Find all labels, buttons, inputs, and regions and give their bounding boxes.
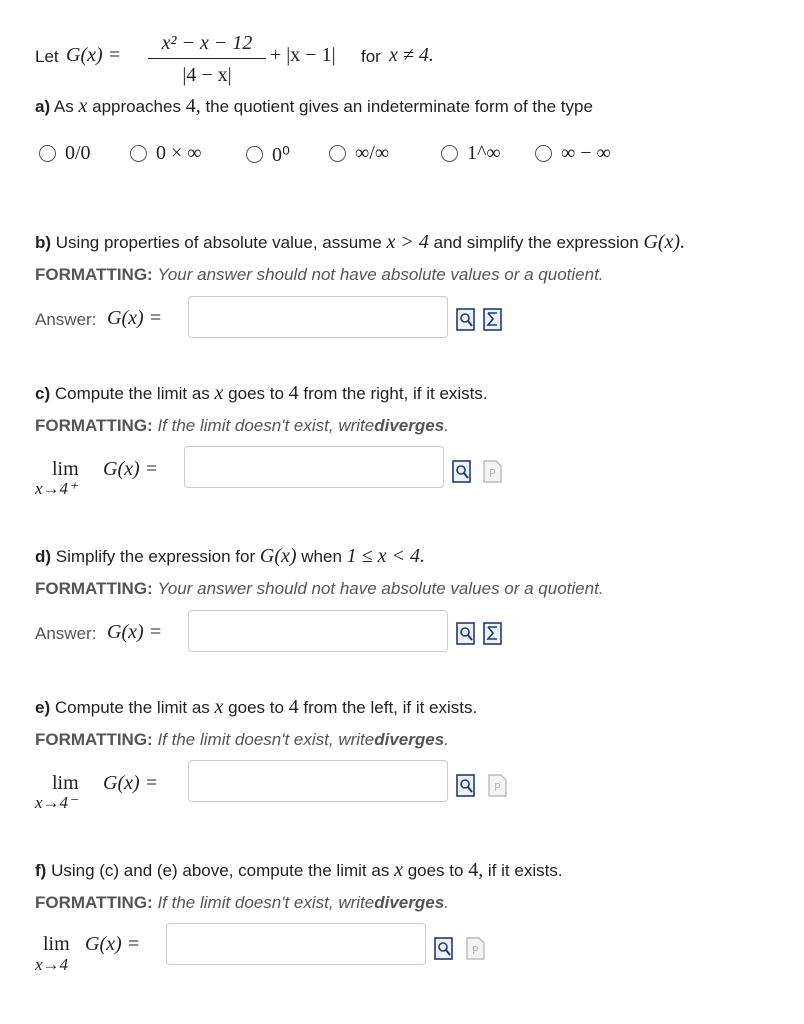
part-a-text: As bbox=[53, 97, 74, 116]
part-f-text: Using (c) and (e) above, compute the limit as bbox=[51, 861, 390, 880]
equation-editor-icon[interactable] bbox=[483, 308, 502, 331]
problem-statement bbox=[0, 0, 804, 86]
value-4: 4, bbox=[185, 95, 201, 117]
formatting-keyword: diverges bbox=[374, 730, 445, 749]
part-d-text: when bbox=[301, 547, 342, 566]
formatting-label: FORMATTING: bbox=[35, 730, 153, 749]
option-label: 0 × ∞ bbox=[156, 142, 202, 164]
formatting-text: If the limit doesn't exist, write bbox=[157, 416, 375, 435]
for-text: for bbox=[361, 47, 381, 66]
fraction-denominator: |4 − x| bbox=[182, 64, 232, 86]
part-b-text: Using properties of absolute value, assume bbox=[55, 233, 382, 252]
var-x: x bbox=[214, 382, 224, 404]
formatting-end: . bbox=[444, 893, 449, 912]
part-a-text: the quotient gives an indeterminate form of the type bbox=[205, 97, 593, 116]
equation-editor-icon[interactable] bbox=[483, 622, 502, 645]
option-0-over-0[interactable] bbox=[39, 142, 91, 165]
limit-expression: G(x) = bbox=[103, 458, 159, 480]
abs-term: + |x − 1| bbox=[270, 44, 336, 66]
preview-icon[interactable] bbox=[434, 937, 453, 960]
part-e-text: Compute the limit as bbox=[54, 698, 210, 717]
part-a bbox=[35, 95, 775, 170]
fraction-numerator: x² − x − 12 bbox=[161, 32, 253, 54]
part-a-question bbox=[35, 95, 593, 118]
part-e-text: goes to bbox=[228, 698, 284, 717]
radio-button[interactable] bbox=[329, 145, 346, 162]
option-inf-over-inf[interactable] bbox=[329, 142, 389, 165]
part-b-label: b) bbox=[35, 233, 52, 252]
formatting-keyword: diverges bbox=[374, 893, 445, 912]
answer-input-e[interactable] bbox=[188, 760, 448, 802]
formatting-note bbox=[35, 893, 449, 913]
radio-button[interactable] bbox=[246, 146, 263, 163]
part-c-text: goes to bbox=[228, 384, 284, 403]
limit-operator: lim bbox=[52, 458, 79, 480]
part-e-question bbox=[35, 696, 477, 719]
part-b-text: and simplify the expression bbox=[433, 233, 639, 252]
var-x: x bbox=[214, 696, 224, 718]
limit-subscript: x→4⁻ bbox=[35, 793, 78, 812]
formula-disabled-icon bbox=[483, 460, 502, 483]
answer-input-b[interactable] bbox=[188, 296, 448, 338]
formatting-label: FORMATTING: bbox=[35, 265, 153, 284]
radio-button[interactable] bbox=[130, 145, 147, 162]
radio-button[interactable] bbox=[535, 145, 552, 162]
option-label: 0⁰ bbox=[272, 144, 291, 166]
formatting-end: . bbox=[444, 416, 449, 435]
formatting-note bbox=[35, 265, 604, 285]
part-e-text: from the left, if it exists. bbox=[303, 698, 478, 717]
formula-disabled-icon bbox=[466, 937, 485, 960]
fraction bbox=[148, 30, 266, 88]
g-lhs: G(x) = bbox=[66, 44, 122, 66]
answer-label: Answer: bbox=[35, 624, 97, 643]
value-4: 4 bbox=[288, 696, 299, 718]
answer-label: Answer: bbox=[35, 310, 97, 329]
formatting-keyword: diverges bbox=[374, 416, 445, 435]
part-a-text: approaches bbox=[92, 97, 181, 116]
part-f-text: if it exists. bbox=[487, 861, 563, 880]
formatting-note bbox=[35, 416, 449, 436]
svg-text:P: P bbox=[489, 467, 496, 480]
part-c-question bbox=[35, 382, 488, 405]
formatting-text: If the limit doesn't exist, write bbox=[157, 730, 375, 749]
formatting-end: . bbox=[444, 730, 449, 749]
part-d-label: d) bbox=[35, 547, 52, 566]
option-0-pow-0[interactable] bbox=[246, 142, 290, 167]
part-d-text: Simplify the expression for bbox=[55, 547, 256, 566]
part-d-question bbox=[35, 545, 425, 568]
formatting-note bbox=[35, 730, 449, 750]
formatting-note bbox=[35, 579, 604, 599]
part-c-text: from the right, if it exists. bbox=[303, 384, 488, 403]
answer-input-d[interactable] bbox=[188, 610, 448, 652]
value-4: 4 bbox=[288, 382, 299, 404]
option-1-pow-inf[interactable] bbox=[441, 142, 501, 165]
value-4: 4, bbox=[468, 859, 484, 881]
formatting-label: FORMATTING: bbox=[35, 579, 153, 598]
option-label: ∞ − ∞ bbox=[561, 142, 611, 164]
answer-expression: G(x) = bbox=[107, 307, 163, 329]
answer-input-f[interactable] bbox=[166, 923, 426, 965]
radio-button[interactable] bbox=[441, 145, 458, 162]
let-text: Let bbox=[35, 47, 59, 66]
answer-input-c[interactable] bbox=[184, 446, 444, 488]
preview-icon[interactable] bbox=[452, 460, 471, 483]
svg-text:P: P bbox=[472, 944, 479, 957]
limit-expression: G(x) = bbox=[85, 933, 141, 955]
formatting-text: Your answer should not have absolute values or a quotient. bbox=[157, 579, 604, 598]
part-e-label: e) bbox=[35, 698, 51, 717]
condition: 1 ≤ x < 4. bbox=[346, 545, 425, 567]
option-label: 1^∞ bbox=[467, 142, 501, 164]
part-f-question bbox=[35, 859, 563, 882]
part-c-text: Compute the limit as bbox=[54, 384, 210, 403]
formatting-text: If the limit doesn't exist, write bbox=[157, 893, 375, 912]
limit-subscript: x→4⁺ bbox=[35, 479, 78, 498]
radio-button[interactable] bbox=[39, 145, 56, 162]
domain-condition: x ≠ 4. bbox=[389, 44, 434, 66]
limit-subscript: x→4 bbox=[35, 955, 69, 974]
preview-icon[interactable] bbox=[456, 622, 475, 645]
expression: G(x) bbox=[259, 545, 297, 567]
option-label: 0/0 bbox=[65, 142, 91, 164]
part-f-label: f) bbox=[35, 861, 47, 880]
formatting-label: FORMATTING: bbox=[35, 893, 153, 912]
formatting-label: FORMATTING: bbox=[35, 416, 153, 435]
part-f-text: goes to bbox=[407, 861, 464, 880]
expression: G(x). bbox=[643, 231, 686, 253]
preview-icon[interactable] bbox=[456, 774, 475, 797]
option-0-times-inf[interactable] bbox=[130, 142, 202, 165]
limit-operator: lim bbox=[43, 933, 70, 955]
limit-expression: G(x) = bbox=[103, 772, 159, 794]
formatting-text: Your answer should not have absolute values or a quotient. bbox=[157, 265, 604, 284]
option-inf-minus-inf[interactable] bbox=[535, 142, 611, 165]
limit-operator: lim bbox=[52, 772, 79, 794]
part-b-question bbox=[35, 231, 685, 254]
condition: x > 4 bbox=[386, 231, 429, 253]
svg-text:P: P bbox=[494, 781, 501, 794]
var-x: x bbox=[394, 859, 403, 881]
var-x: x bbox=[78, 95, 88, 117]
part-c-label: c) bbox=[35, 384, 51, 403]
fraction-bar bbox=[148, 58, 266, 59]
formula-disabled-icon bbox=[488, 774, 507, 797]
part-a-label: a) bbox=[35, 97, 51, 116]
option-label: ∞/∞ bbox=[355, 142, 390, 164]
answer-expression: G(x) = bbox=[107, 621, 163, 643]
preview-icon[interactable] bbox=[456, 308, 475, 331]
